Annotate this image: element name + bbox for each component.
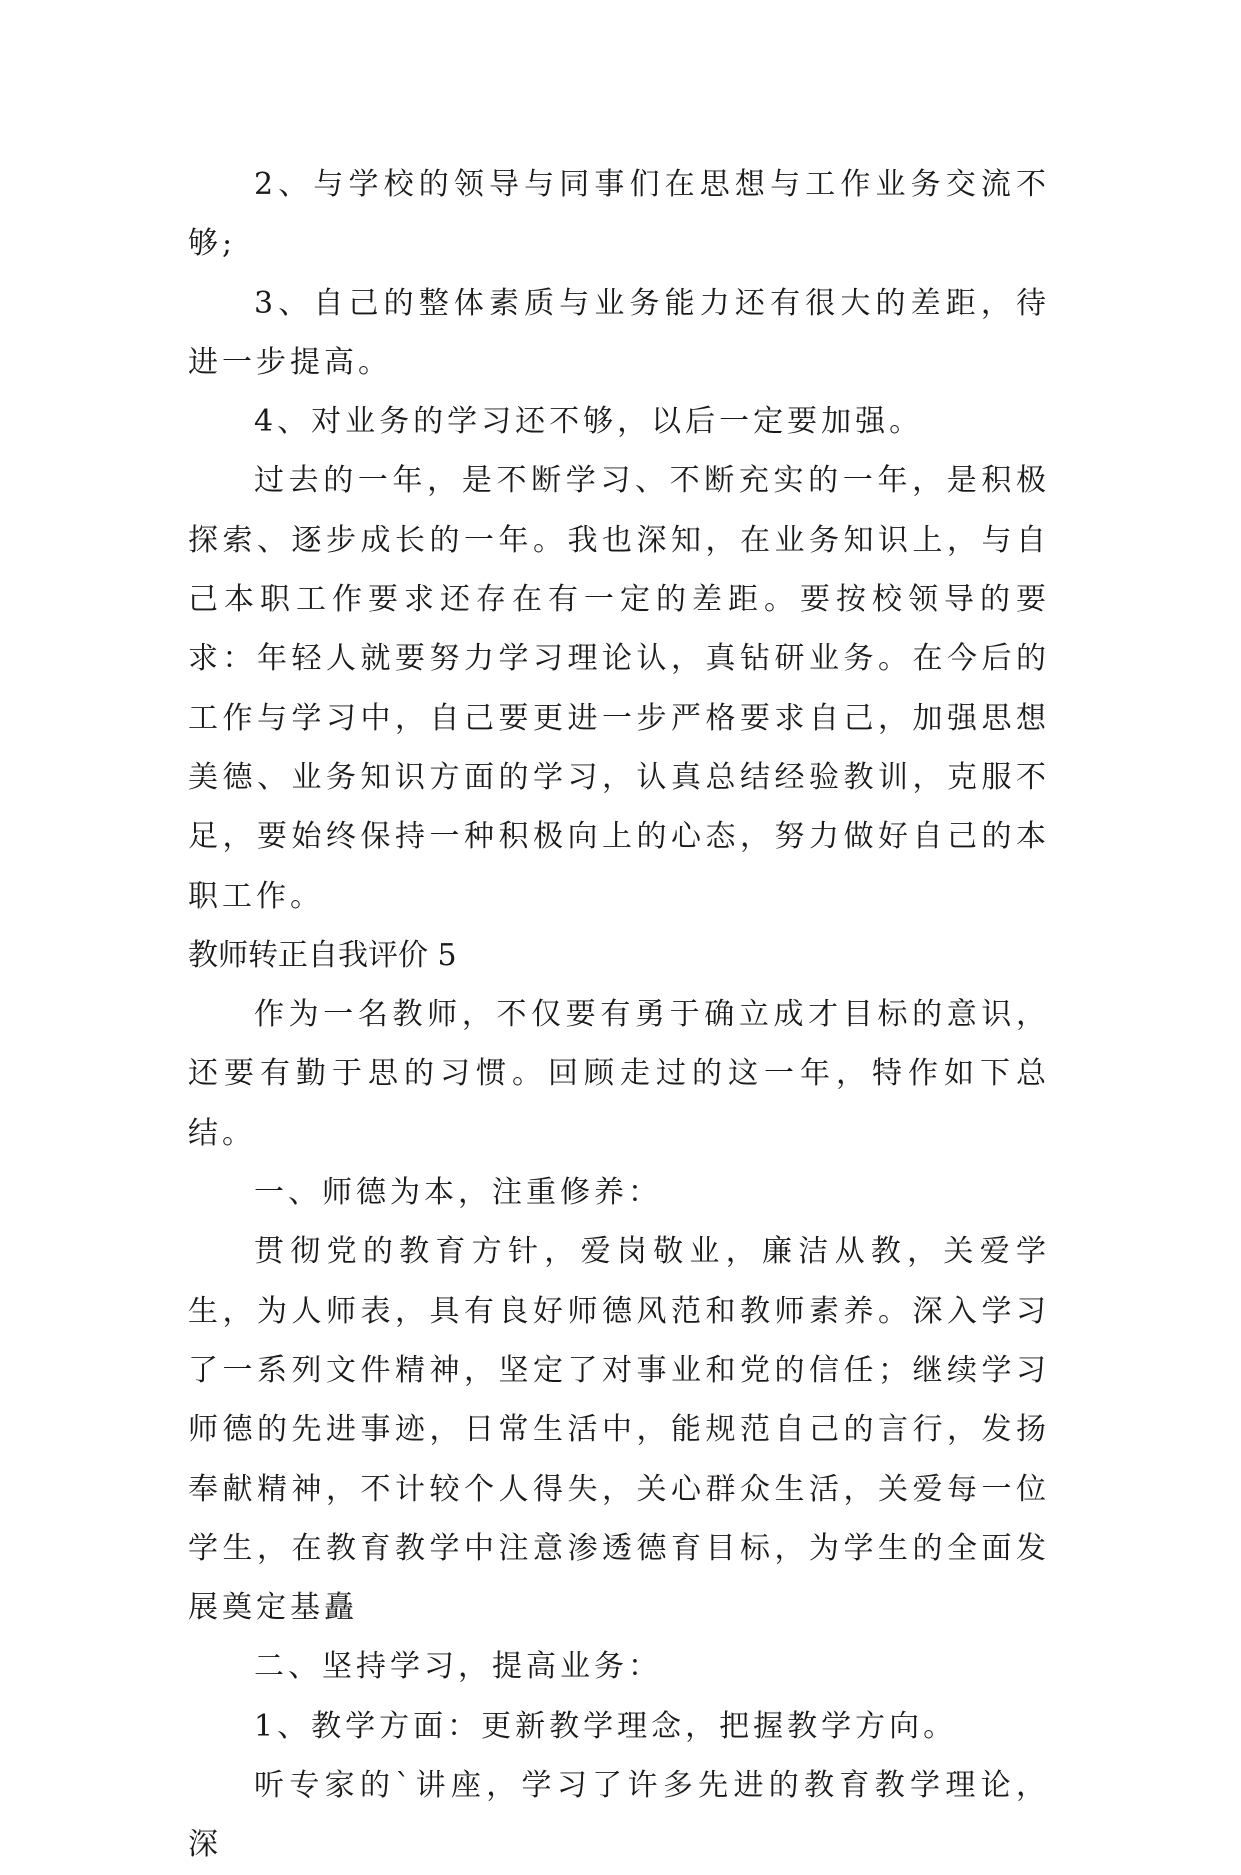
paragraph-lecture: 听专家的`讲座，学习了许多先进的教育教学理论，深: [188, 1768, 1050, 1863]
paragraph-summary: 过去的一年，是不断学习、不断充实的一年，是积极探索、逐步成长的一年。我也深知，在业务知识上，与自己本职工作要求还存在有一定的差距。要按校领导的要求：年轻人就要努力学习理论认，真钻研业务。在今后的工作与学习中，自己要更进一步严格要求自己，加强思想美德、业务知识方面的学习，认真总结经验教训，克服不足，要始终保持一种积极向上的心态，努力做好自己的本职工作。: [188, 463, 1050, 914]
paragraph-subheading-2: 二、坚持学习，提高业务：: [254, 1649, 662, 1685]
paragraph-item-3: 3、自己的整体素质与业务能力还有很大的差距，待进一步提高。: [188, 285, 1050, 380]
paragraph-teaching: 1、教学方面：更新教学理念，把握教学方向。: [254, 1708, 958, 1744]
paragraph-intro: 作为一名教师，不仅要有勇于确立成才目标的意识，还要有勤于思的习惯。回顾走过的这一年，特作如下总结。: [188, 997, 1050, 1151]
section-heading: 教师转正自我评价 5: [188, 937, 457, 973]
paragraph-ethics: 贯彻党的教育方针，爱岗敬业，廉洁从教，关爱学生，为人师表，具有良好师德风范和教师素养。深入学习了一系列文件精神，坚定了对事业和党的信任；继续学习师德的先进事迹，日常生活中，能规范自己的言行，发扬奉献精神，不计较个人得失，关心群众生活，关爱每一位学生，在教育教学中注意渗透德育目标，为学生的全面发展奠定基矗: [188, 1234, 1050, 1626]
paragraph-item-4: 4、对业务的学习还不够，以后一定要加强。: [254, 404, 924, 440]
paragraph-item-2: 2、与学校的领导与同事们在思想与工作业务交流不够;: [188, 167, 1050, 262]
document-body: [188, 155, 1050, 1875]
paragraph-subheading-1: 一、师德为本，注重修养：: [254, 1175, 662, 1211]
